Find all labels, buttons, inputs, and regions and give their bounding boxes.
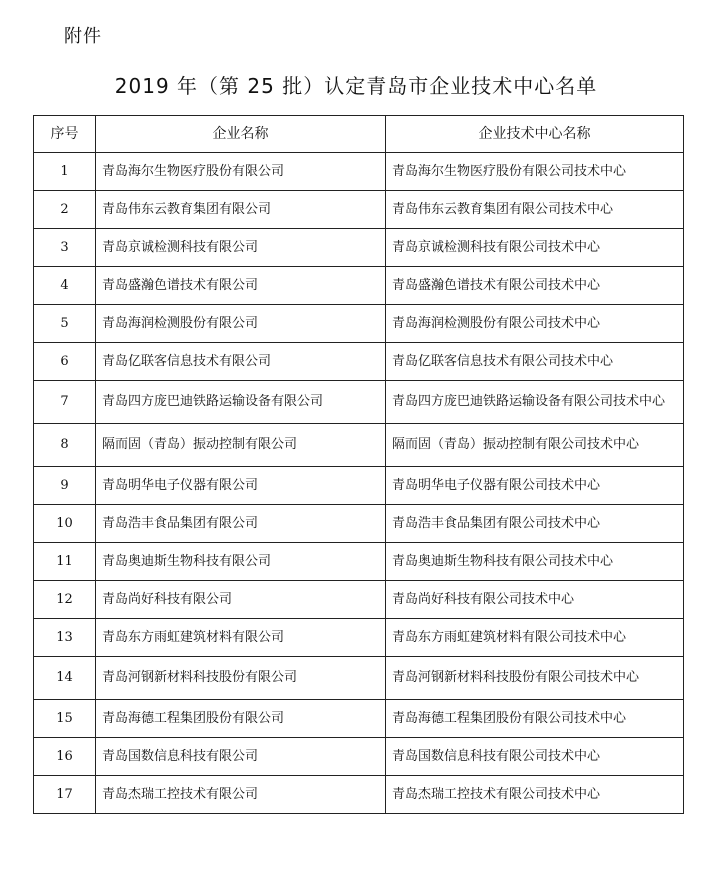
company-name: 青岛京诚检测科技有限公司: [96, 229, 386, 267]
company-name: 青岛伟东云教育集团有限公司: [96, 191, 386, 229]
table-row: [34, 343, 684, 381]
attachment-label: 附件: [64, 26, 102, 47]
company-name: 青岛亿联客信息技术有限公司: [96, 343, 386, 381]
center-name: 隔而固（青岛）振动控制有限公司技术中心: [386, 424, 684, 467]
row-number: 11: [34, 543, 96, 581]
row-number: 10: [34, 505, 96, 543]
center-name: 青岛海德工程集团股份有限公司技术中心: [386, 700, 684, 738]
company-name: 青岛杰瑞工控技术有限公司: [96, 776, 386, 814]
table-row: [34, 305, 684, 343]
table-row: [34, 424, 684, 467]
company-name: 青岛国数信息科技有限公司: [96, 738, 386, 776]
company-name: 青岛东方雨虹建筑材料有限公司: [96, 619, 386, 657]
table-row: [34, 381, 684, 424]
table-row: [34, 229, 684, 267]
center-name: 青岛伟东云教育集团有限公司技术中心: [386, 191, 684, 229]
center-name: 青岛奥迪斯生物科技有限公司技术中心: [386, 543, 684, 581]
center-name: 青岛国数信息科技有限公司技术中心: [386, 738, 684, 776]
header-center: 企业技术中心名称: [386, 116, 684, 153]
company-name: 青岛海尔生物医疗股份有限公司: [96, 153, 386, 191]
company-name: 青岛四方庞巴迪铁路运输设备有限公司: [96, 381, 386, 424]
header-company: 企业名称: [96, 116, 386, 153]
row-number: 2: [34, 191, 96, 229]
company-name: 青岛明华电子仪器有限公司: [96, 467, 386, 505]
center-name: 青岛京诚检测科技有限公司技术中心: [386, 229, 684, 267]
row-number: 9: [34, 467, 96, 505]
row-number: 7: [34, 381, 96, 424]
row-number: 13: [34, 619, 96, 657]
table-row: [34, 581, 684, 619]
table-row: [34, 543, 684, 581]
company-name: 青岛河钢新材料科技股份有限公司: [96, 657, 386, 700]
table-row: [34, 153, 684, 191]
table-header-row: [34, 116, 684, 153]
row-number: 3: [34, 229, 96, 267]
row-number: 16: [34, 738, 96, 776]
company-name: 青岛海德工程集团股份有限公司: [96, 700, 386, 738]
center-name: 青岛盛瀚色谱技术有限公司技术中心: [386, 267, 684, 305]
company-name: 青岛浩丰食品集团有限公司: [96, 505, 386, 543]
center-name: 青岛东方雨虹建筑材料有限公司技术中心: [386, 619, 684, 657]
center-name: 青岛四方庞巴迪铁路运输设备有限公司技术中心: [386, 381, 684, 424]
center-name: 青岛尚好科技有限公司技术中心: [386, 581, 684, 619]
table-row: [34, 467, 684, 505]
company-name: 隔而固（青岛）振动控制有限公司: [96, 424, 386, 467]
center-name: 青岛杰瑞工控技术有限公司技术中心: [386, 776, 684, 814]
row-number: 14: [34, 657, 96, 700]
row-number: 15: [34, 700, 96, 738]
company-name: 青岛尚好科技有限公司: [96, 581, 386, 619]
center-name: 青岛海润检测股份有限公司技术中心: [386, 305, 684, 343]
header-number: 序号: [34, 116, 96, 153]
row-number: 8: [34, 424, 96, 467]
row-number: 12: [34, 581, 96, 619]
center-name: 青岛浩丰食品集团有限公司技术中心: [386, 505, 684, 543]
table-row: [34, 619, 684, 657]
row-number: 17: [34, 776, 96, 814]
row-number: 5: [34, 305, 96, 343]
row-number: 1: [34, 153, 96, 191]
table-row: [34, 657, 684, 700]
row-number: 6: [34, 343, 96, 381]
company-name: 青岛海润检测股份有限公司: [96, 305, 386, 343]
table-row: [34, 700, 684, 738]
document-title: 2019 年（第 25 批）认定青岛市企业技术中心名单: [114, 74, 598, 98]
table-row: [34, 505, 684, 543]
table-row: [34, 191, 684, 229]
table-row: [34, 776, 684, 814]
center-name: 青岛河钢新材料科技股份有限公司技术中心: [386, 657, 684, 700]
row-number: 4: [34, 267, 96, 305]
table-row: [34, 267, 684, 305]
company-name: 青岛盛瀚色谱技术有限公司: [96, 267, 386, 305]
center-name: 青岛明华电子仪器有限公司技术中心: [386, 467, 684, 505]
center-name: 青岛亿联客信息技术有限公司技术中心: [386, 343, 684, 381]
center-name: 青岛海尔生物医疗股份有限公司技术中心: [386, 153, 684, 191]
company-name: 青岛奥迪斯生物科技有限公司: [96, 543, 386, 581]
table-row: [34, 738, 684, 776]
enterprise-center-table: [33, 115, 684, 814]
